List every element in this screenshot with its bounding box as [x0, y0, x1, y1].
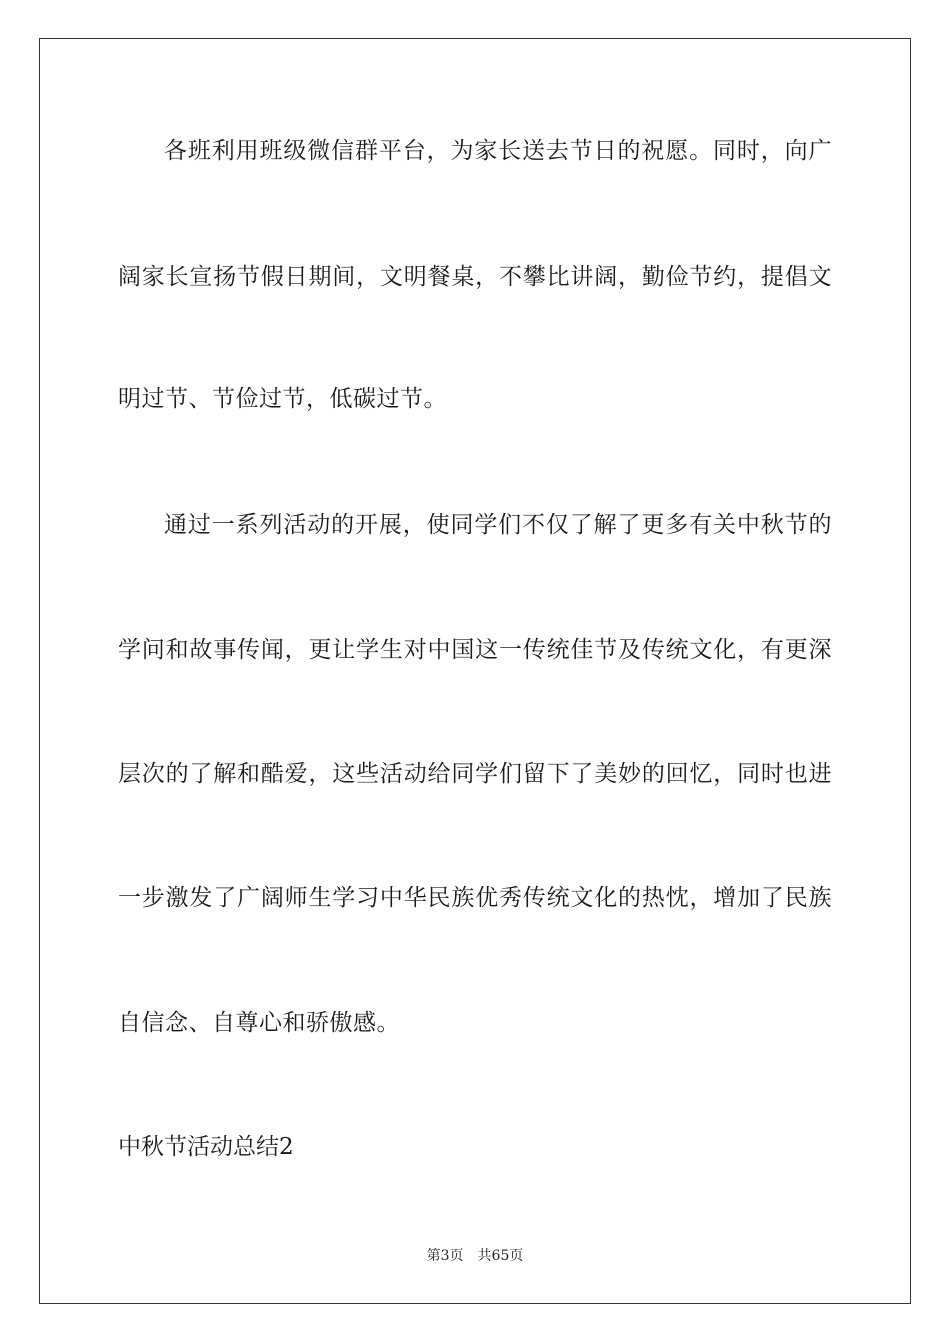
paragraph-1-line-3: 明过节、节俭过节，低碳过节。 — [118, 386, 447, 412]
paragraph-2-line-1: 通过一系列活动的开展，使同学们不仅了解了更多有关中秋节的 — [164, 512, 832, 538]
page-footer — [0, 1247, 950, 1265]
paragraph-2-line-2: 学问和故事传闻，更让学生对中国这一传统佳节及传统文化，有更深 — [118, 637, 832, 663]
paragraph-1-line-1: 各班利用班级微信群平台，为家长送去节日的祝愿。同时，向广 — [164, 138, 832, 164]
paragraph-2-line-5: 自信念、自尊心和骄傲感。 — [118, 1010, 400, 1036]
paragraph-1-line-2: 阔家长宣扬节假日期间，文明餐桌，不攀比讲阔，勤俭节约，提倡文 — [118, 264, 832, 290]
paragraph-2-line-3: 层次的了解和酷爱，这些活动给同学们留下了美妙的回忆，同时也进 — [118, 761, 832, 787]
total-pages: 共65页 — [477, 1248, 524, 1264]
section-heading: 中秋节活动总结2 — [118, 1134, 294, 1160]
paragraph-2-line-4: 一步激发了广阔师生学习中华民族优秀传统文化的热忱，增加了民族 — [118, 885, 832, 911]
page-border — [39, 38, 911, 1304]
current-page-number: 第3页 — [426, 1248, 464, 1264]
